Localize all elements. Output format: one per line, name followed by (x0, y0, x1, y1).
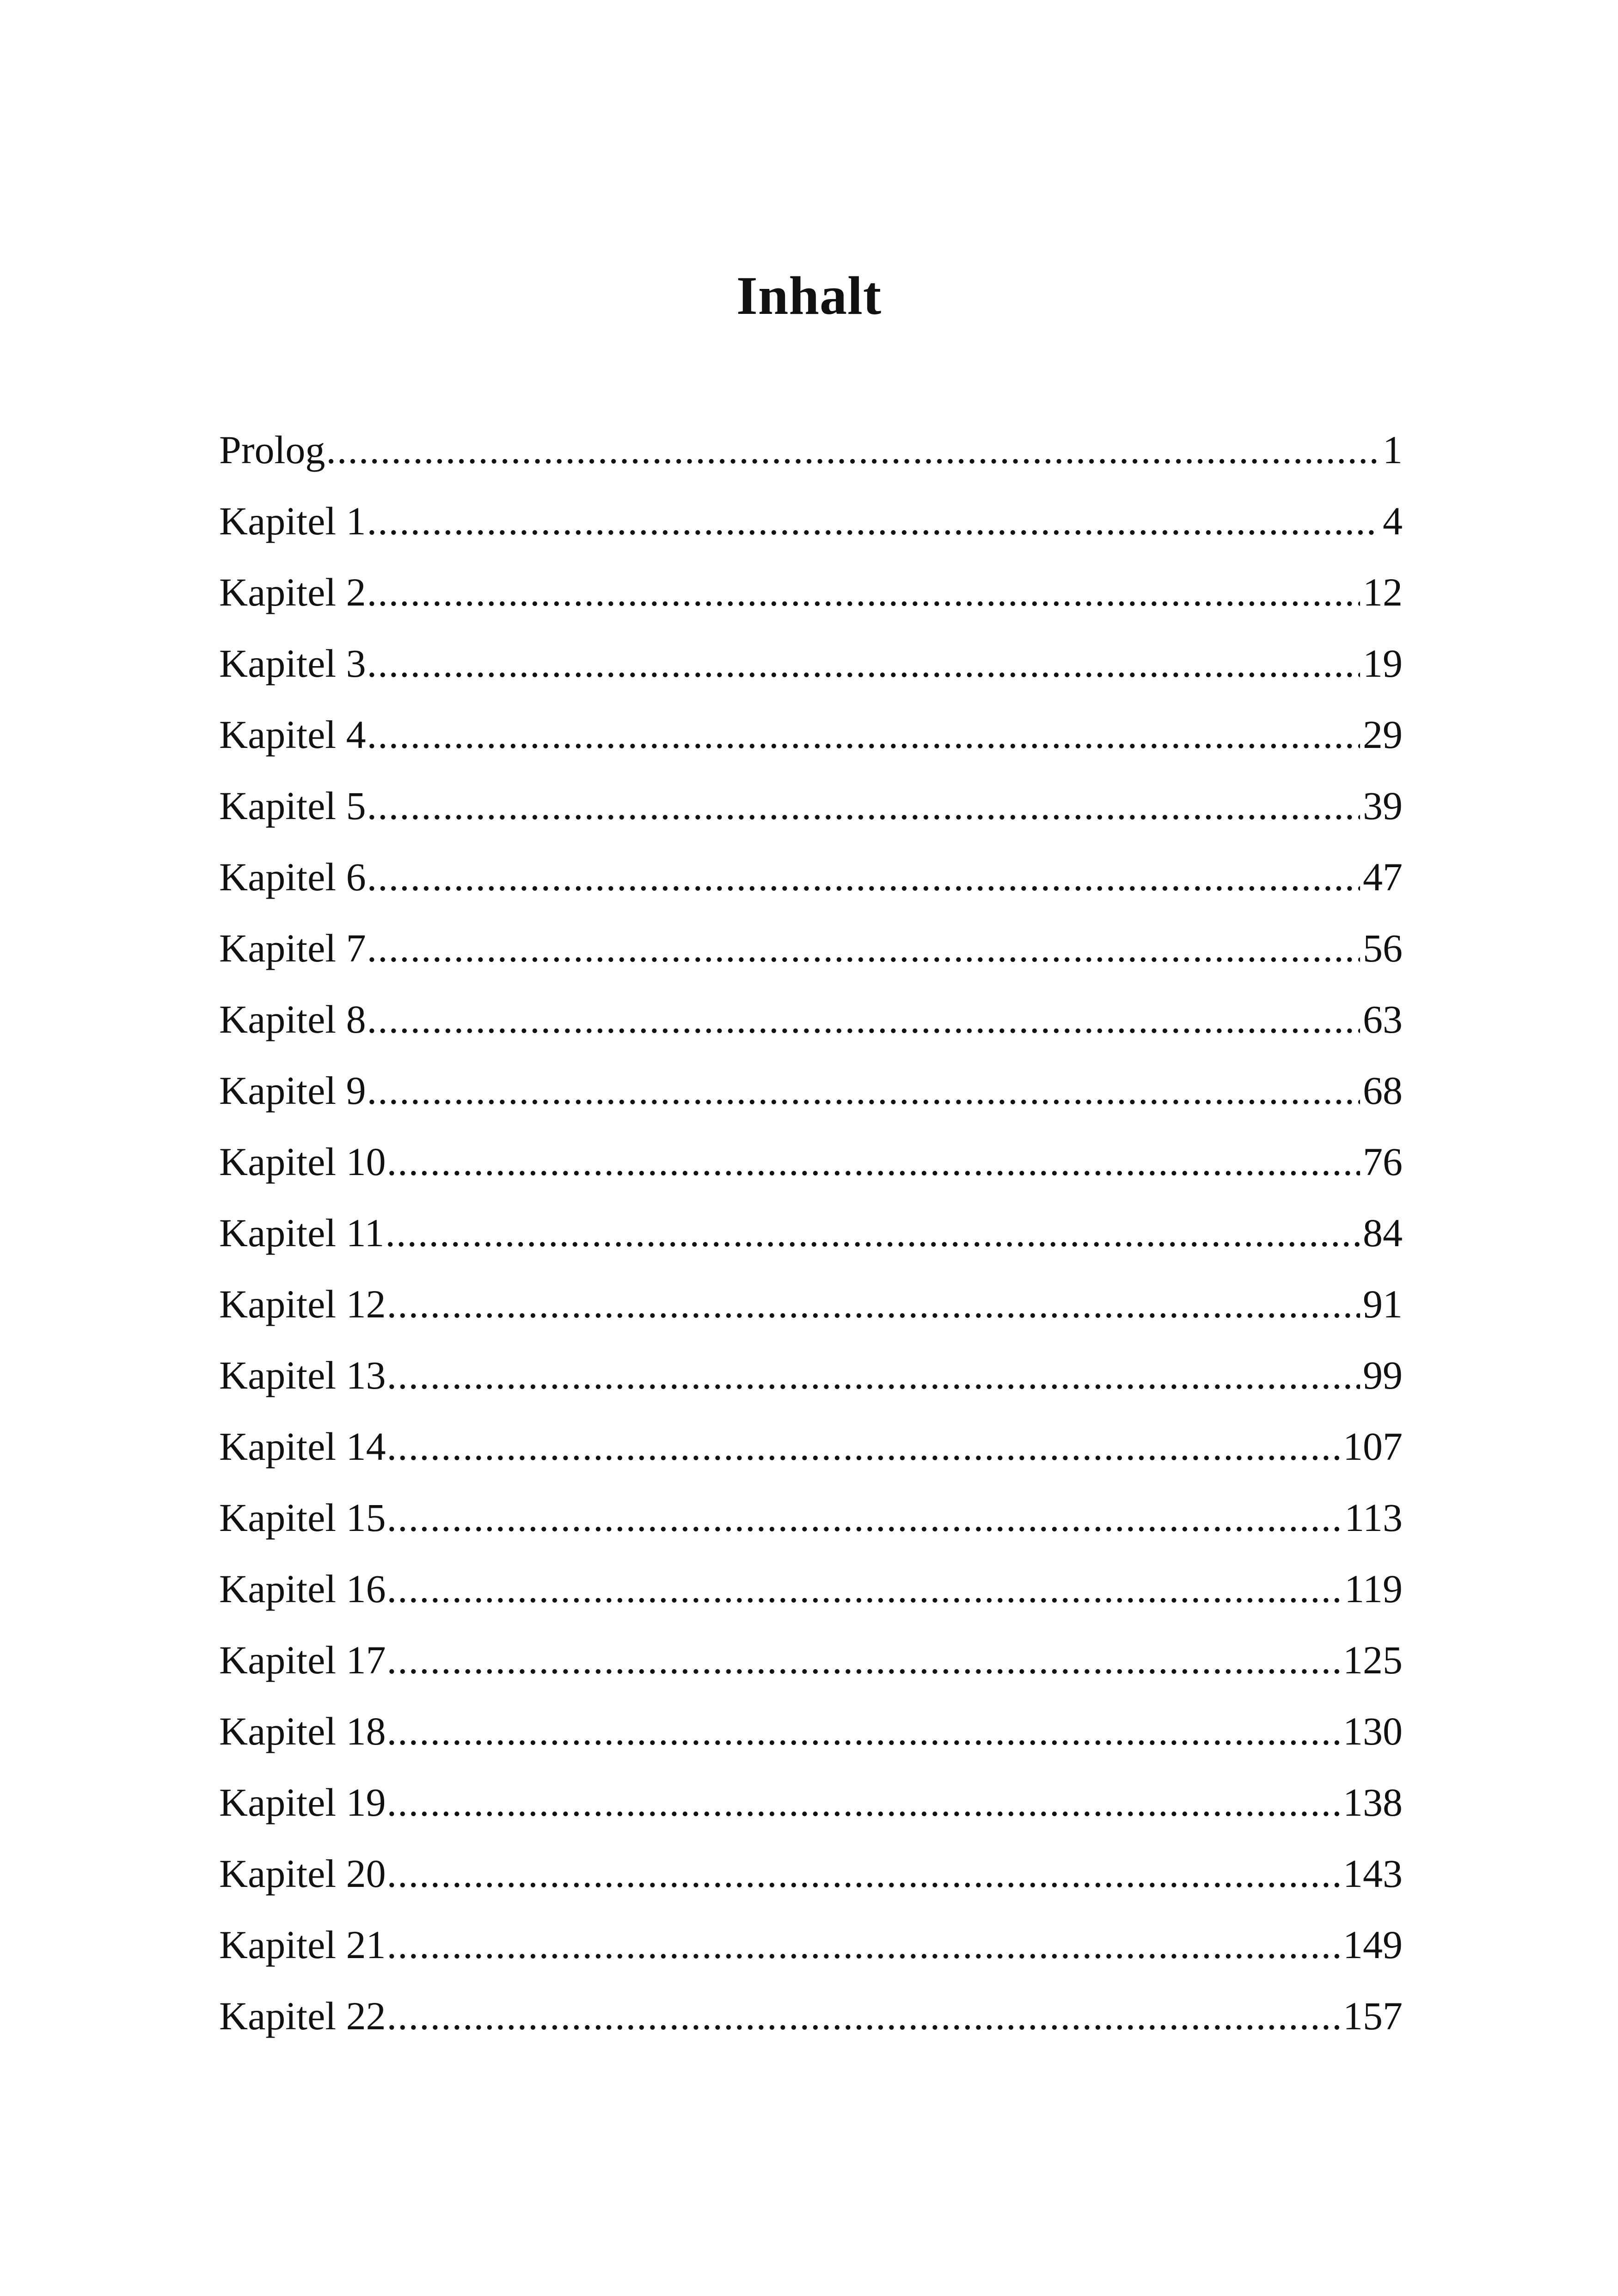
toc-dot-leader (387, 1268, 1360, 1340)
toc-entry-kapitel-13[interactable] (219, 1340, 1403, 1411)
toc-dot-leader (385, 1197, 1360, 1268)
toc-dot-leader (387, 1696, 1340, 1767)
toc-dot-leader (387, 1838, 1340, 1909)
toc-entry-label: Kapitel 14 (219, 1424, 386, 1469)
toc-page-number: 113 (1344, 1495, 1403, 1540)
toc-page-number: 68 (1363, 1068, 1403, 1113)
toc-page-number: 143 (1343, 1851, 1403, 1896)
toc-page-number: 138 (1343, 1780, 1403, 1825)
toc-page-number: 1 (1383, 428, 1403, 472)
toc-entry-prolog[interactable] (219, 414, 1403, 485)
toc-entry-label: Kapitel 5 (219, 784, 366, 828)
toc-entry-label: Kapitel 4 (219, 712, 366, 757)
toc-dot-leader (387, 1767, 1340, 1838)
toc-page-number: 4 (1383, 499, 1403, 543)
toc-page-number: 130 (1343, 1709, 1403, 1753)
toc-entry-label: Kapitel 9 (219, 1068, 366, 1113)
toc-entry-label: Kapitel 1 (219, 499, 366, 543)
toc-dot-leader (367, 770, 1360, 841)
toc-entry-label: Kapitel 19 (219, 1780, 386, 1825)
toc-entry-kapitel-3[interactable] (219, 628, 1403, 699)
toc-entry-label: Kapitel 13 (219, 1353, 386, 1397)
toc-page-number: 19 (1363, 641, 1403, 686)
toc-dot-leader (367, 984, 1360, 1055)
toc-page-number: 149 (1343, 1923, 1403, 1967)
toc-entry-kapitel-20[interactable] (219, 1838, 1403, 1909)
toc-dot-leader (387, 1624, 1340, 1696)
toc-page-number: 12 (1363, 570, 1403, 614)
page-title: Inhalt (736, 265, 882, 326)
toc-entry-label: Kapitel 20 (219, 1851, 386, 1896)
toc-page-number: 91 (1363, 1282, 1403, 1326)
toc-dot-leader (387, 1909, 1340, 1980)
toc-entry-label: Kapitel 3 (219, 641, 366, 686)
toc-dot-leader (387, 1482, 1342, 1553)
toc-dot-leader (387, 1340, 1360, 1411)
toc-dot-leader (387, 1553, 1342, 1624)
toc-dot-leader (367, 1055, 1360, 1126)
toc-entry-kapitel-11[interactable] (219, 1197, 1403, 1268)
toc-entry-label: Prolog (219, 428, 325, 472)
toc-entry-kapitel-17[interactable] (219, 1624, 1403, 1696)
toc-entry-kapitel-8[interactable] (219, 984, 1403, 1055)
toc-page-number: 84 (1363, 1211, 1403, 1255)
toc-entry-label: Kapitel 22 (219, 1994, 386, 2038)
toc-entry-kapitel-22[interactable] (219, 1980, 1403, 2051)
toc-page-number: 29 (1363, 712, 1403, 757)
toc-entry-label: Kapitel 7 (219, 926, 366, 970)
table-of-contents (219, 414, 1403, 2051)
toc-entry-kapitel-14[interactable] (219, 1411, 1403, 1482)
toc-entry-label: Kapitel 11 (219, 1211, 385, 1255)
toc-entry-kapitel-4[interactable] (219, 699, 1403, 770)
toc-entry-kapitel-2[interactable] (219, 557, 1403, 628)
toc-dot-leader (367, 485, 1380, 557)
toc-page-number: 56 (1363, 926, 1403, 970)
toc-entry-label: Kapitel 8 (219, 997, 366, 1041)
toc-entry-kapitel-9[interactable] (219, 1055, 1403, 1126)
toc-page-number: 119 (1344, 1567, 1403, 1611)
toc-entry-label: Kapitel 10 (219, 1139, 386, 1184)
toc-entry-label: Kapitel 6 (219, 855, 366, 899)
toc-entry-kapitel-18[interactable] (219, 1696, 1403, 1767)
toc-entry-label: Kapitel 2 (219, 570, 366, 614)
toc-dot-leader (387, 1980, 1340, 2051)
toc-page-number: 63 (1363, 997, 1403, 1041)
toc-dot-leader (367, 557, 1360, 628)
toc-entry-kapitel-1[interactable] (219, 485, 1403, 557)
toc-entry-kapitel-10[interactable] (219, 1126, 1403, 1197)
toc-entry-kapitel-5[interactable] (219, 770, 1403, 841)
toc-entry-label: Kapitel 21 (219, 1923, 386, 1967)
toc-entry-kapitel-6[interactable] (219, 841, 1403, 912)
toc-page-number: 107 (1343, 1424, 1403, 1469)
toc-dot-leader (387, 1411, 1340, 1482)
toc-dot-leader (367, 699, 1360, 770)
toc-entry-kapitel-7[interactable] (219, 912, 1403, 984)
toc-entry-kapitel-12[interactable] (219, 1268, 1403, 1340)
toc-entry-kapitel-16[interactable] (219, 1553, 1403, 1624)
toc-page-number: 76 (1363, 1139, 1403, 1184)
toc-dot-leader (367, 912, 1360, 984)
toc-dot-leader (387, 1126, 1360, 1197)
toc-entry-label: Kapitel 18 (219, 1709, 386, 1753)
toc-page-number: 125 (1343, 1638, 1403, 1682)
toc-entry-kapitel-21[interactable] (219, 1909, 1403, 1980)
toc-entry-kapitel-19[interactable] (219, 1767, 1403, 1838)
toc-dot-leader (367, 628, 1360, 699)
toc-dot-leader (367, 841, 1360, 912)
toc-entry-label: Kapitel 15 (219, 1495, 386, 1540)
toc-page-number: 39 (1363, 784, 1403, 828)
toc-dot-leader (326, 414, 1380, 485)
toc-entry-kapitel-15[interactable] (219, 1482, 1403, 1553)
toc-entry-label: Kapitel 12 (219, 1282, 386, 1326)
toc-entry-label: Kapitel 16 (219, 1567, 386, 1611)
toc-page-number: 47 (1363, 855, 1403, 899)
toc-entry-label: Kapitel 17 (219, 1638, 386, 1682)
toc-page-number: 99 (1363, 1353, 1403, 1397)
toc-page-number: 157 (1343, 1994, 1403, 2038)
